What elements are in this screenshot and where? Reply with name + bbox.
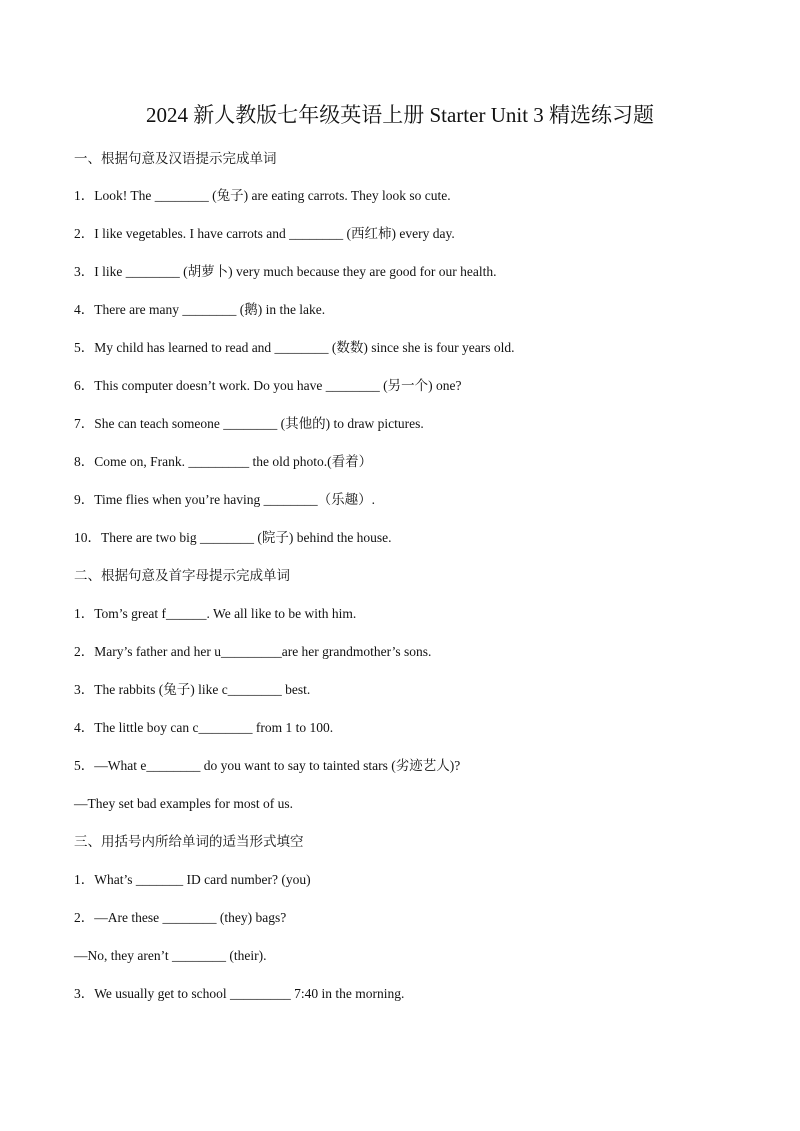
exercise-2-5: 5．—What e________ do you want to say to tainted stars (劣迹艺人)? <box>74 758 461 773</box>
section-heading-3: 三、用括号内所给单词的适当形式填空 <box>74 834 304 849</box>
exercise-1-2: 2．I like vegetables. I have carrots and ________ (西红柿) every day. <box>74 226 455 241</box>
exercise-1-1: 1．Look! The ________ (兔子) are eating carrots. They look so cute. <box>74 188 451 203</box>
section-heading-1: 一、根据句意及汉语提示完成单词 <box>74 151 277 166</box>
exercise-1-3: 3．I like ________ (胡萝卜) very much because they are good for our health. <box>74 264 497 279</box>
exercise-2-3: 3．The rabbits (兔子) like c________ best. <box>74 682 311 697</box>
exercise-2-5-answer: —They set bad examples for most of us. <box>74 796 293 811</box>
exercise-1-4: 4．There are many ________ (鹅) in the lake. <box>74 302 326 317</box>
exercise-1-6: 6．This computer doesn’t work. Do you have ________ (另一个) one? <box>74 378 462 393</box>
exercise-2-1: 1．Tom’s great f______. We all like to be with him. <box>74 606 357 621</box>
exercise-3-2: 2．—Are these ________ (they) bags? <box>74 910 287 925</box>
exercise-1-9: 9．Time flies when you’re having ________（乐趣）. <box>74 492 375 507</box>
exercise-1-8: 8．Come on, Frank. _________ the old photo.(看着） <box>74 454 373 469</box>
section-heading-2: 二、根据句意及首字母提示完成单词 <box>74 568 290 583</box>
exercise-1-7: 7．She can teach someone ________ (其他的) to draw pictures. <box>74 416 424 431</box>
exercise-3-2-answer: —No, they aren’t ________ (their). <box>74 948 267 963</box>
exercise-2-4: 4．The little boy can c________ from 1 to 100. <box>74 720 334 735</box>
exercise-1-10: 10．There are two big ________ (院子) behind the house. <box>74 530 392 545</box>
page-title: 2024 新人教版七年级英语上册 Starter Unit 3 精选练习题 <box>145 103 655 127</box>
exercise-2-2: 2．Mary’s father and her u_________are her grandmother’s sons. <box>74 644 432 659</box>
exercise-3-3: 3．We usually get to school _________ 7:40 in the morning. <box>74 986 405 1001</box>
exercise-1-5: 5．My child has learned to read and ________ (数数) since she is four years old. <box>74 340 515 355</box>
exercise-3-1: 1．What’s _______ ID card number? (you) <box>74 872 311 887</box>
